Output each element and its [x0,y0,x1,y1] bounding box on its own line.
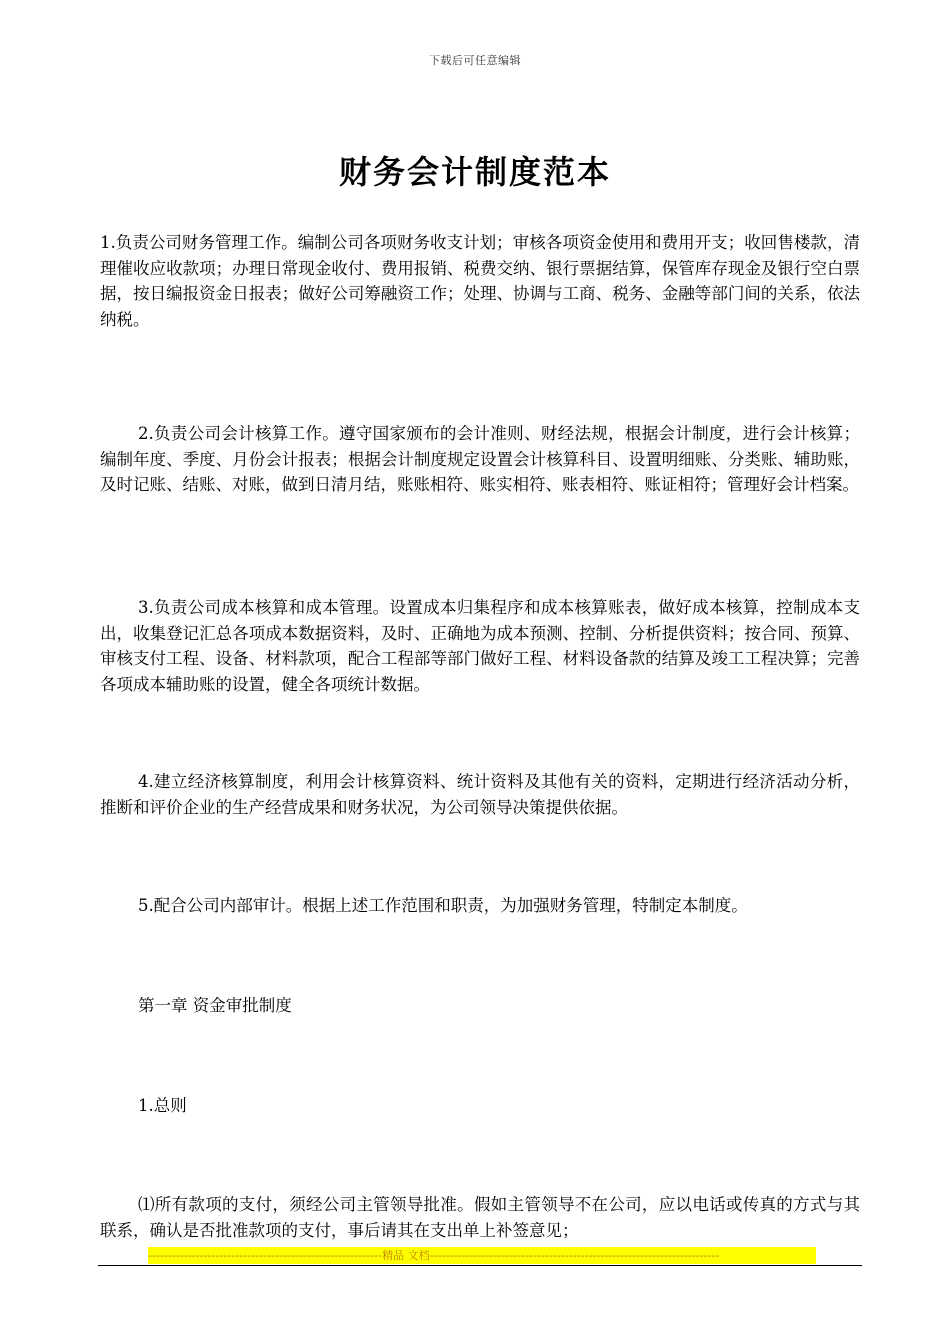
paragraph-4: 4.建立经济核算制度，利用会计核算资料、统计资料及其他有关的资料，定期进行经济活动分析，推断和评价企业的生产经营成果和财务状况，为公司领导决策提供依据。 [100,772,860,817]
chapter-heading: 第一章 资金审批制度 [138,996,292,1015]
header-note: 下载后可任意编辑 [429,54,521,67]
paragraph-2: 2.负责公司会计核算工作。遵守国家颁布的会计准则、财经法规，根据会计制度，进行会计核算；编制年度、季度、月份会计报表；根据会计制度规定设置会计核算科目、设置明细账、分类账、辅助账，及时记账、结账、对账，做到日清月结，账账相符、账实相符、账表相符、账证相符；管理好会计档案。 [100,424,860,494]
footer-label: 精品 文档 [382,1249,430,1262]
footer-banner [148,1247,816,1264]
paragraph-6: ⑴所有款项的支付，须经公司主管领导批准。假如主管领导不在公司，应以电话或传真的方式与其联系，确认是否批准款项的支付，事后请其在支出单上补签意见； [100,1195,860,1240]
footer-dashes-left: ----------------------------------------------------------- [148,1249,383,1262]
paragraph-1: 1.负责公司财务管理工作。编制公司各项财务收支计划；审核各项资金使用和费用开支；收回售楼款，清理催收应收款项；办理日常现金收付、费用报销、税费交纳、银行票据结算，保管库存现金及银行空白票据，按日编报资金日报表；做好公司筹融资工作；处理、协调与工商、税务、金融等部门间的关系，依法纳税。 [100,233,860,329]
paragraph-5: 5.配合公司内部审计。根据上述工作范围和职责，为加强财务管理，特制定本制度。 [138,896,748,915]
footer-divider [98,1265,862,1266]
paragraph-3: 3.负责公司成本核算和成本管理。设置成本归集程序和成本核算账表，做好成本核算，控制成本支出，收集登记汇总各项成本数据资料，及时、正确地为成本预测、控制、分析提供资料；按合同、预算、审核支付工程、设备、材料款项，配合工程部等部门做好工程、材料设备款的结算及竣工工程决算；完善各项成本辅助账的设置，健全各项统计数据。 [100,598,860,694]
section-heading: 1.总则 [138,1096,187,1115]
footer-dashes-right: ------------------------------------------------------------------------- [429,1249,720,1262]
document-title: 财务会计制度范本 [338,153,611,191]
